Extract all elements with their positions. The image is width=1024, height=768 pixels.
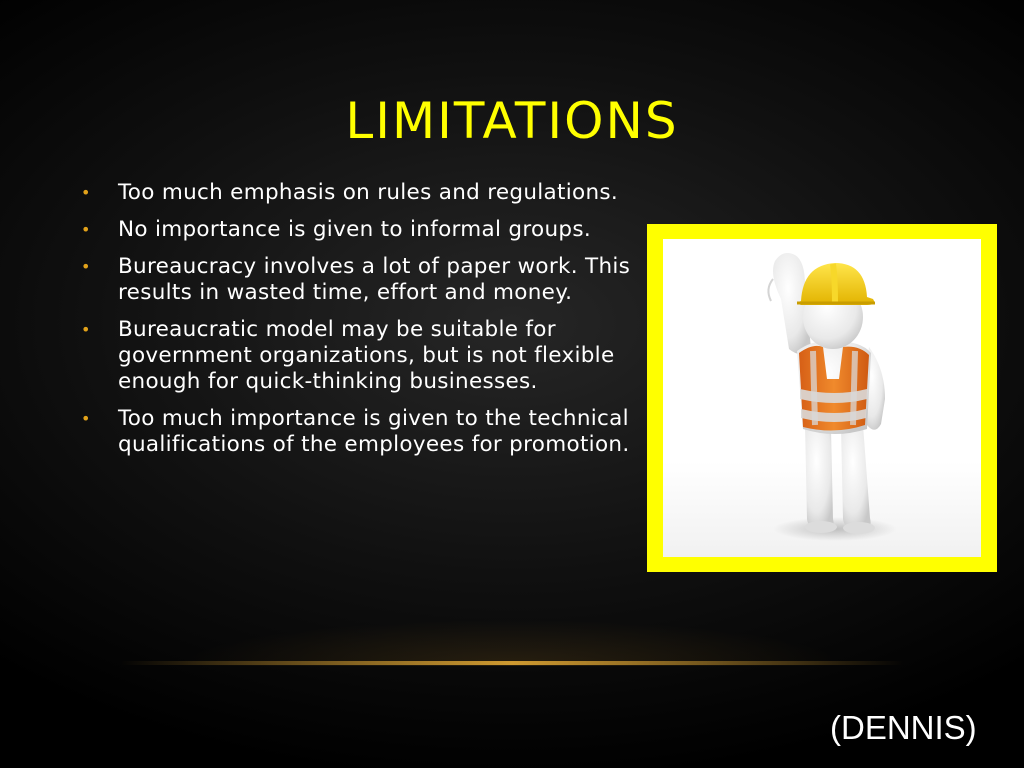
bullet-item	[75, 217, 645, 243]
bullet-item	[75, 180, 645, 206]
divider-glow	[180, 620, 844, 666]
slide-title: LIMITATIONS	[345, 92, 679, 150]
bullet-text: Too much emphasis on rules and regulations.	[118, 180, 619, 205]
bullet-text: Bureaucracy involves a lot of paper work. This results in wasted time, effort and money.	[118, 254, 631, 305]
bullet-item	[75, 406, 645, 458]
bullet-marker: •	[81, 220, 91, 239]
image-frame	[647, 224, 997, 572]
source-citation: (DENNIS)	[830, 709, 977, 746]
worker-illustration	[663, 239, 981, 557]
bullet-text: Too much importance is given to the technical qualifications of the employees for promotion.	[118, 406, 630, 457]
bullet-marker: •	[81, 320, 91, 339]
bullet-marker: •	[81, 183, 91, 202]
worker-figure-icon	[663, 239, 981, 557]
bullet-marker: •	[81, 257, 91, 276]
bullet-marker: •	[81, 409, 91, 428]
bullet-text: Bureaucratic model may be suitable for government organizations, but is not flexible enough for quick-thinking businesses.	[118, 317, 615, 394]
divider-line	[120, 661, 904, 665]
bullet-text: No importance is given to informal groups.	[118, 217, 591, 242]
bullet-item	[75, 254, 645, 306]
bullet-item	[75, 317, 645, 395]
bullet-list	[75, 180, 645, 469]
